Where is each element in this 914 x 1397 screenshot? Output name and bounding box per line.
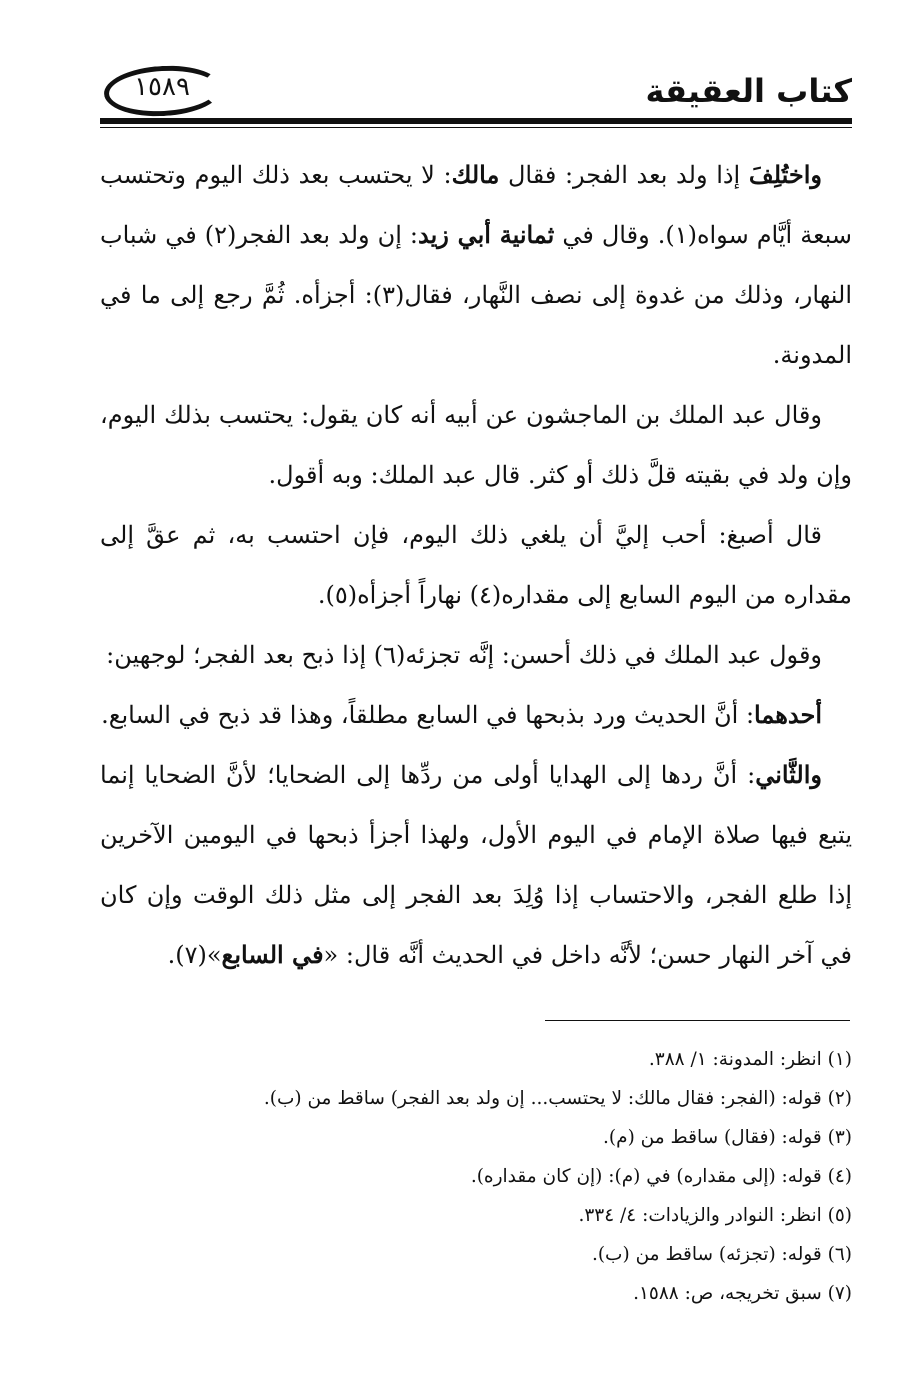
paragraph-6-end: »(٧). (167, 941, 222, 969)
header-rule-thick (100, 118, 852, 124)
header-rule-thin (100, 127, 852, 128)
footnote-4: (٤) قوله: (إلى مقداره) في (م): (إن كان مقداره). (470, 1166, 852, 1187)
paragraph-6-lead: والثَّاني (755, 760, 822, 789)
paragraph-3: قال أصبغ: أحب إليَّ أن يلغي ذلك اليوم، فإن احتسب به، ثم عقَّ إلى مقداره من اليوم السابع إلى مقداره(٤) نهاراً أجزأه(٥). (100, 521, 852, 609)
footnote-7: (٧) سبق تخريجه، ص: ١٥٨٨. (633, 1283, 852, 1304)
paragraph-1-text-c: : إن ولد بعد الفجر(٢) في شباب النهار، وذلك من غدوة إلى نصف النَّهار، فقال(٣): أجزأه. ثُمَّ رجع إلى ما في المدونة. (100, 221, 852, 369)
paragraph-1-lead: واختُلِفَ (748, 160, 822, 189)
paragraph-1-source: ثمانية أبي زيد (418, 220, 555, 249)
footnote-6: (٦) قوله: (تجزئه) ساقط من (ب). (591, 1244, 852, 1265)
paragraph-2: وقال عبد الملك بن الماجشون عن أبيه أنه كان يقول: يحتسب بذلك اليوم، وإن ولد في بقيته قلَّ ذلك أو كثر. قال عبد الملك: وبه أقول. (100, 401, 852, 489)
footnote-2: (٢) قوله: (الفجر: فقال مالك: لا يحتسب... إن ولد بعد الفجر) ساقط من (ب). (263, 1088, 852, 1109)
paragraph-5-lead: أحدهما (754, 700, 822, 729)
footnote-5: (٥) انظر: النوادر والزيادات: ٤/ ٣٣٤. (578, 1205, 852, 1226)
paragraph-1-name-malik: مالك (451, 160, 500, 189)
page-header (100, 58, 852, 122)
paragraph-1-text-b: : لا يحتسب بعد ذلك اليوم وتحتسب سبعة أيَّام سواه(١). وقال في (100, 161, 853, 249)
paragraph-4: وقول عبد الملك في ذلك أحسن: إنَّه تجزئه(٦) إذا ذبح بعد الفجر؛ لوجهين: (106, 641, 822, 669)
paragraph-6-text: : أنَّ ردها إلى الهدايا أولى من ردِّها إلى الضحايا؛ لأنَّ الضحايا إنما يتبع فيها صلاة الإمام في اليوم الأول، ولهذا أجزأ ذبحها في اليومين الآخرين إذا طلع الفجر، والاحتساب إذا وُلِدَ بعد الفجر إلى مثل ذلك الوقت وإن كان في آخر النهار حسن؛ لأنَّه داخل في الحديث أنَّه قال: « (100, 761, 853, 969)
footnote-separator (545, 1020, 850, 1021)
paragraph-6-quote: في السابع (221, 940, 324, 969)
paragraph-1 (100, 145, 852, 385)
footnote-1: (١) انظر: المدونة: ١/ ٣٨٨. (648, 1049, 852, 1070)
main-text (100, 145, 852, 985)
page-number: ١٥٨٩ (134, 72, 190, 102)
footnote-3: (٣) قوله: (فقال) ساقط من (م). (603, 1127, 852, 1148)
footnotes (100, 1040, 852, 1313)
paragraph-6 (100, 745, 852, 985)
book-title: كتاب العقيقة (645, 72, 852, 110)
paragraph-5 (100, 685, 852, 745)
paragraph-1-text-a: إذا ولد بعد الفجر: فقال (499, 161, 749, 189)
paragraph-5-text: : أنَّ الحديث ورد بذبحها في السابع مطلقاً، وهذا قد ذبح في السابع. (101, 701, 755, 729)
